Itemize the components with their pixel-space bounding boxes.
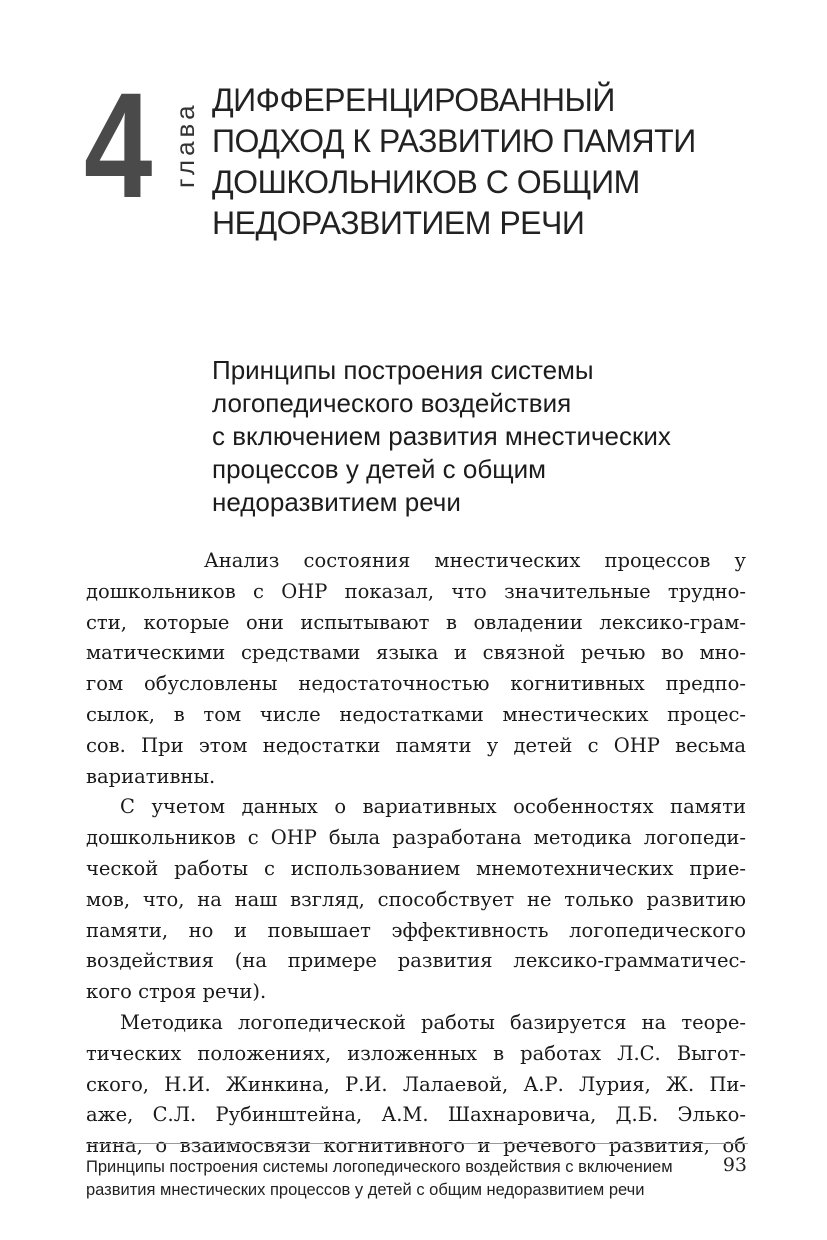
page-number: 93 — [722, 1154, 747, 1176]
running-footer — [86, 1156, 686, 1202]
chapter-number: 4 — [84, 61, 153, 229]
section-title-line: процессов у детей с общим — [212, 454, 547, 484]
body-line: матическими средствами языка и связной речью во мно- — [86, 641, 746, 665]
body-line: кого строя речи). — [86, 980, 267, 1004]
footer-divider — [86, 1143, 748, 1144]
section-title — [212, 354, 772, 519]
chapter-title-line: НЕДОРАЗВИТИЕМ РЕЧИ — [212, 205, 585, 241]
body-line: сылок, в том числе недостатками мнестических процес- — [86, 702, 746, 726]
chapter-title — [212, 80, 812, 244]
body-line: Методика логопедической работы базируется на теоре- — [120, 1010, 746, 1034]
body-line: тических положениях, изложенных в работах Л.С. Выгот- — [86, 1041, 746, 1065]
body-line: памяти, но и повышает эффективность логопедического — [86, 918, 746, 942]
body-line: нина, о взаимосвязи когнитивного и речевого развития, об — [86, 1134, 746, 1158]
body-line: ского, Н.И. Жинкина, Р.И. Лалаевой, А.Р. Лурия, Ж. Пи- — [86, 1072, 746, 1096]
body-line: дошкольников с ОНР была разработана методика логопеди- — [86, 826, 746, 850]
body-line: гом обусловлены недостаточностью когнитивных предпо- — [86, 672, 746, 696]
chapter-title-line: ПОДХОД К РАЗВИТИЮ ПАМЯТИ — [212, 123, 696, 159]
body-line: сти, которые они испытывают в овладении лексико-грам- — [86, 610, 746, 634]
footer-line: Принципы построения системы логопедического воздействия с включением — [86, 1158, 673, 1176]
section-title-line: логопедического воздействия — [212, 388, 572, 418]
section-title-line: недоразвитием речи — [212, 487, 461, 517]
body-line: воздействия (на примере развития лексико-грамматичес- — [86, 949, 746, 973]
chapter-title-line: ДИФФЕРЕНЦИРОВАННЫЙ — [212, 82, 615, 118]
section-title-line: с включением развития мнестических — [212, 421, 671, 451]
body-line: вариативны. — [86, 764, 216, 788]
chapter-label: глава — [170, 101, 200, 188]
body-line: мов, что, на наш взгляд, способствует не только развитию — [86, 887, 746, 911]
body-text — [86, 546, 746, 1162]
body-line: ческой работы с использованием мнемотехнических прие- — [86, 856, 746, 880]
body-line: дошкольников с ОНР показал, что значительные трудно- — [86, 579, 746, 603]
chapter-title-line: ДОШКОЛЬНИКОВ С ОБЩИМ — [212, 164, 640, 200]
body-line: С учетом данных о вариативных особенностях памяти — [120, 795, 746, 819]
body-line: аже, С.Л. Рубинштейна, А.М. Шахнаровича, Д.Б. Элько- — [86, 1103, 746, 1127]
footer-line: развития мнестических процессов у детей с общим недоразвитием речи — [86, 1181, 645, 1199]
body-line: Анализ состояния мнестических процессов у — [204, 549, 746, 572]
section-title-line: Принципы построения системы — [212, 355, 594, 385]
body-line: сов. При этом недостатки памяти у детей с ОНР весьма — [86, 733, 746, 757]
